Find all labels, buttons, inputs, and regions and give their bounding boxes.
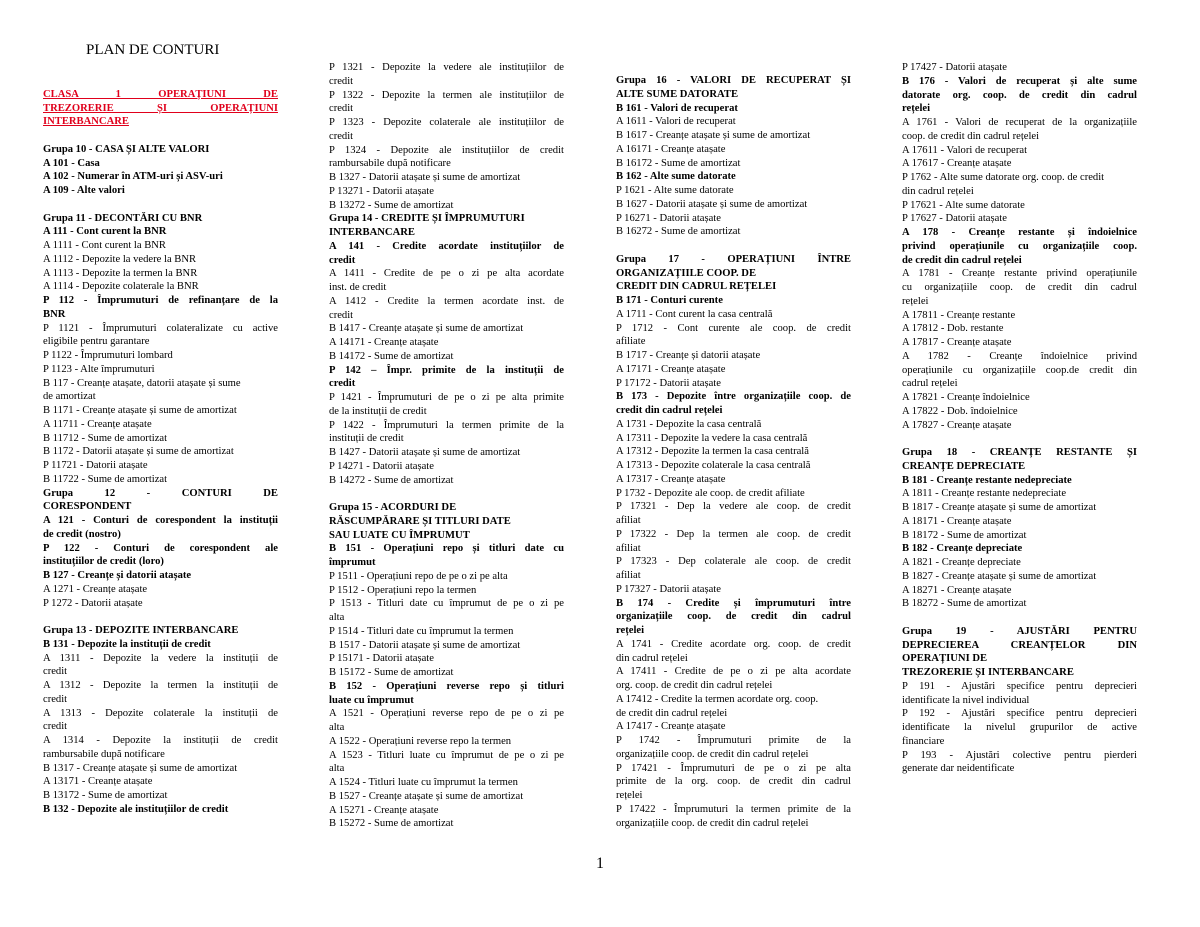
account-line: P 1513 - Titluri date cu împrumut de pe o zi pe xyxy=(329,598,564,610)
account-line: A 1711 - Cont curent la casa centrală xyxy=(616,308,773,320)
account-line: B 1327 - Datorii atașate și sume de amortizat xyxy=(329,172,521,183)
account-line: A 1314 - Depozite la instituții de credit xyxy=(43,735,278,746)
account-heading: B 127 - Creanțe și datorii atașate xyxy=(43,570,192,581)
account-line: alta xyxy=(329,763,345,775)
account-line: B 1617 - Creanțe atașate și sume de amortizat xyxy=(616,130,811,141)
account-heading: credit xyxy=(329,378,356,390)
spacer xyxy=(902,611,1137,625)
account-heading: B 162 - Alte sume datorate xyxy=(616,171,736,183)
account-heading: privind operațiunile cu organizațiile coop. xyxy=(902,240,1137,252)
account-line: P 1621 - Alte sume datorate xyxy=(616,185,734,196)
account-line: A 17313 - Depozite colaterale la casa centrală xyxy=(616,460,811,471)
account-heading: A 141 - Credite acordate instituțiilor de xyxy=(329,240,564,252)
account-line: de la instituții de credit xyxy=(329,405,427,417)
account-heading: INTERBANCARE xyxy=(329,227,415,238)
account-line: A 17171 - Creanțe atașate xyxy=(616,363,726,375)
account-line: B 1317 - Creanțe atașate și sume de amortizat xyxy=(43,762,238,774)
account-line: P 1323 - Depozite colaterale ale instituțiilor de xyxy=(329,117,564,128)
account-line: A 17817 - Creanțe atașate xyxy=(902,337,1012,348)
account-heading: DEPRECIEREA CREANȚELOR DIN xyxy=(902,639,1137,651)
account-line: P 17427 - Datorii atașate xyxy=(902,62,1007,73)
account-line: P 17172 - Datorii atașate xyxy=(616,377,721,389)
account-line: P 17627 - Datorii atașate xyxy=(902,213,1007,225)
account-line: A 1113 - Depozite la termen la BNR xyxy=(43,267,198,279)
account-line: A 1521 - Operațiuni reverse repo de pe o zi pe xyxy=(329,708,564,720)
account-line: A 1522 - Operațiuni reverse repo la termen xyxy=(329,735,512,747)
page-number: 1 xyxy=(596,855,604,872)
account-line: afiliat xyxy=(616,542,641,554)
account-line: P 16271 - Datorii atașate xyxy=(616,212,721,224)
account-line: A 1821 - Creanțe depreciate xyxy=(902,557,1021,568)
account-heading: B 182 - Creanțe depreciate xyxy=(902,543,1023,555)
account-heading: OPERAȚIUNI DE xyxy=(902,653,988,665)
account-line: credit xyxy=(43,721,68,733)
account-heading: CREDIT DIN CADRUL REȚELEI xyxy=(616,281,777,293)
account-line: P 1324 - Depozite ale instituțiilor de credit xyxy=(329,144,564,156)
account-line: P 1514 - Titluri date cu împrumut la termen xyxy=(329,625,514,637)
account-line: A 1761 - Valori de recuperat de la organizațiile xyxy=(902,117,1137,128)
account-line: rambursabile după notificare xyxy=(329,158,451,170)
account-line: B 14272 - Sume de amortizat xyxy=(329,474,454,486)
spacer xyxy=(902,432,1137,446)
account-heading: P 112 - Împrumuturi de refinanțare de la xyxy=(43,295,278,306)
account-heading: B 171 - Conturi curente xyxy=(616,295,723,306)
account-line: din cadrul rețelei xyxy=(616,652,688,664)
account-heading: P 122 - Conturi de corespondent ale xyxy=(43,542,278,554)
account-line: P 17621 - Alte sume datorate xyxy=(902,199,1025,211)
account-heading: B 151 - Operațiuni repo și titluri date cu xyxy=(329,543,564,555)
account-heading: rețelei xyxy=(902,103,931,115)
spacer xyxy=(43,129,278,143)
account-line: alta xyxy=(329,612,345,623)
account-line: A 1741 - Credite acordate org. coop. de credit xyxy=(616,638,851,650)
account-heading: A 102 - Numerar în ATM-uri și ASV-uri xyxy=(43,171,223,183)
account-line: operațiunile cu organizațiile coop.de credit din xyxy=(902,364,1137,376)
account-line: P 1322 - Depozite la termen ale instituțiilor de xyxy=(329,89,564,101)
account-line: de amortizat xyxy=(43,391,96,403)
account-line: B 18272 - Sume de amortizat xyxy=(902,598,1027,610)
account-line: CLASA 1 OPERAȚIUNI DE xyxy=(43,88,278,100)
spacer xyxy=(43,610,278,624)
account-line: coop. de credit din cadrul rețelei xyxy=(902,130,1040,142)
account-line: B 15272 - Sume de amortizat xyxy=(329,818,454,830)
account-line: P 17322 - Dep la termen ale coop. de credit xyxy=(616,528,851,540)
account-line: A 1312 - Depozite la termen la instituții de xyxy=(43,680,278,691)
column-2 xyxy=(329,61,564,831)
column-4 xyxy=(902,61,1137,776)
account-heading: B 132 - Depozite ale instituțiilor de credit xyxy=(43,803,229,815)
account-line: P 1321 - Depozite la vedere ale instituțiilor de xyxy=(329,62,564,73)
account-line: P 17321 - Dep la vedere ale coop. de credit xyxy=(616,501,851,513)
account-line: A 17617 - Creanțe atașate xyxy=(902,158,1012,170)
account-heading: credit din cadrul rețelei xyxy=(616,405,723,416)
account-line: generate dar neidentificate xyxy=(902,763,1015,775)
account-heading: P 142 – Împr. primite de la instituții de xyxy=(329,364,564,376)
account-line: A 1111 - Cont curent la BNR xyxy=(43,240,166,251)
account-line: cu organizațiile coop. de credit din cadrul xyxy=(902,282,1137,293)
account-heading: rețelei xyxy=(616,625,645,636)
account-line: P 1272 - Datorii atașate xyxy=(43,597,143,609)
account-line: A 1611 - Valori de recuperat xyxy=(616,116,736,128)
account-heading: Grupa 15 - ACORDURI DE xyxy=(329,502,457,513)
account-heading: A 101 - Casa xyxy=(43,157,100,169)
account-line: B 11722 - Sume de amortizat xyxy=(43,473,168,485)
spacer xyxy=(43,198,278,212)
account-line: instituții de credit xyxy=(329,433,404,445)
account-line: A 1112 - Depozite la vedere la BNR xyxy=(43,253,197,265)
account-line: credit xyxy=(43,693,68,705)
account-line: A 1114 - Depozite colaterale la BNR xyxy=(43,281,199,293)
column-1 xyxy=(43,44,278,817)
account-line: A 1411 - Credite de pe o zi pe alta acordate xyxy=(329,268,564,280)
account-heading: Grupa 18 - CREANȚE RESTANTE ȘI xyxy=(902,447,1137,458)
account-heading: B 181 - Creanțe restante nedepreciate xyxy=(902,474,1072,486)
account-line: afiliat xyxy=(616,515,641,526)
account-line: B 14172 - Sume de amortizat xyxy=(329,350,454,362)
account-line: B 13172 - Sume de amortizat xyxy=(43,790,168,801)
account-line: P 17323 - Dep colaterale ale coop. de credit xyxy=(616,556,851,568)
page-title: PLAN DE CONTURI xyxy=(86,42,220,58)
account-line: A 13171 - Creanțe atașate xyxy=(43,776,153,788)
account-line: A 17411 - Credite de pe o zi pe alta acordate xyxy=(616,666,851,678)
account-heading: CREANȚE DEPRECIATE xyxy=(902,460,1026,472)
account-heading: B 174 - Credite și împrumuturi între xyxy=(616,597,851,609)
account-line: P 1123 - Alte împrumuturi xyxy=(43,363,155,375)
account-line: A 17611 - Valori de recuperat xyxy=(902,144,1028,156)
account-line: A 17312 - Depozite la termen la casa centrală xyxy=(616,446,809,458)
account-line: P 15171 - Datorii atașate xyxy=(329,653,434,665)
account-line: P 192 - Ajustări specifice pentru deprecieri xyxy=(902,708,1137,720)
account-line: credit xyxy=(329,75,354,87)
account-line: din cadrul rețelei xyxy=(902,185,974,197)
account-line: P 13271 - Datorii atașate xyxy=(329,185,434,197)
account-line: A 1313 - Depozite colaterale la instituții de xyxy=(43,707,278,719)
account-heading: TREZORERIE ȘI INTERBANCARE xyxy=(902,667,1074,678)
account-line: A 15271 - Creanțe atașate xyxy=(329,804,439,816)
account-line: P 1512 - Operațiuni repo la termen xyxy=(329,584,477,596)
account-heading: Grupa 12 - CONTURI DE xyxy=(43,487,278,499)
account-heading: Grupa 13 - DEPOZITE INTERBANCARE xyxy=(43,625,239,636)
account-line: B 15172 - Sume de amortizat xyxy=(329,667,454,678)
account-heading: de credit (nostro) xyxy=(43,528,121,540)
account-line: credit xyxy=(329,130,354,142)
account-line: identificate la nivelul grupurilor de active xyxy=(902,722,1137,733)
account-line: B 1171 - Creanțe atașate și sume de amortizat xyxy=(43,405,237,416)
account-line: organizațiile coop. de credit din cadrul rețelei xyxy=(616,748,809,760)
account-line: B 18172 - Sume de amortizat xyxy=(902,529,1027,541)
account-line: primite de la org. coop. de credit din cadrul xyxy=(616,776,851,788)
account-line: afiliat xyxy=(616,570,641,581)
account-line: P 14271 - Datorii atașate xyxy=(329,460,434,472)
account-line: afiliate xyxy=(616,336,646,348)
account-heading: datorate org. coop. de credit din cadrul xyxy=(902,89,1137,101)
account-line: A 1524 - Titluri luate cu împrumut la termen xyxy=(329,777,518,788)
account-line: A 1412 - Credite la termen acordate inst. de xyxy=(329,295,564,307)
account-line: B 1817 - Creanțe atașate și sume de amortizat xyxy=(902,502,1097,513)
account-heading: BNR xyxy=(43,308,66,320)
account-heading: organizațiile coop. de credit din cadrul xyxy=(616,611,851,623)
account-line: B 16172 - Sume de amortizat xyxy=(616,157,741,169)
account-line: B 11712 - Sume de amortizat xyxy=(43,432,168,444)
account-line: credit xyxy=(43,666,68,678)
spacer xyxy=(329,487,564,501)
account-line: TREZORERIE ȘI OPERAȚIUNI xyxy=(43,102,278,114)
account-heading: A 121 - Conturi de corespondent la instituții xyxy=(43,515,278,526)
account-heading: A 109 - Alte valori xyxy=(43,185,125,196)
account-line: B 1517 - Datorii atașate și sume de amortizat xyxy=(329,639,521,651)
account-line: A 1271 - Creanțe atașate xyxy=(43,583,148,595)
account-line: A 17821 - Creanțe îndoielnice xyxy=(902,392,1030,403)
account-line: A 18271 - Creanțe atașate xyxy=(902,584,1012,596)
account-line: B 1627 - Datorii atașate și sume de amortizat xyxy=(616,198,808,210)
account-heading: de credit din cadrul rețelei xyxy=(902,254,1022,266)
account-heading: B 131 - Depozite la instituții de credit xyxy=(43,638,211,650)
account-line: P 17422 - Împrumuturi la termen primite de la xyxy=(616,803,851,815)
account-line: A 1782 - Creanțe îndoielnice privind xyxy=(902,350,1137,362)
account-line: A 14171 - Creanțe atașate xyxy=(329,337,439,348)
account-line: P 1422 - Împrumuturi la termen primite de la xyxy=(329,419,564,431)
account-line: P 191 - Ajustări specifice pentru deprecieri xyxy=(902,680,1137,692)
account-line: B 1417 - Creanțe atașate și sume de amortizat xyxy=(329,323,524,335)
account-heading: B 152 - Operațiuni reverse repo și titluri xyxy=(329,680,564,692)
account-heading: Grupa 14 - CREDITE ȘI ÎMPRUMUTURI xyxy=(329,213,525,225)
account-heading: instituțiilor de credit (loro) xyxy=(43,556,164,568)
account-heading: credit xyxy=(329,254,356,266)
account-line: credit xyxy=(329,309,354,321)
account-heading: A 178 - Creanțe restante și îndoielnice xyxy=(902,227,1137,238)
account-line: P 1121 - Împrumuturi colateralizate cu active xyxy=(43,322,278,334)
account-line: cadrul rețelei xyxy=(902,378,958,390)
account-line: B 117 - Creanțe atașate, datorii atașate și sume xyxy=(43,377,241,389)
account-heading: A 111 - Cont curent la BNR xyxy=(43,226,167,238)
account-line: A 1811 - Creanțe restante nedepreciate xyxy=(902,488,1067,500)
account-heading: RĂSCUMPĂRARE ȘI TITLURI DATE xyxy=(329,515,511,527)
account-line: inst. de credit xyxy=(329,282,387,293)
account-heading: ORGANIZAȚIILE COOP. DE xyxy=(616,267,757,279)
account-heading: Grupa 16 - VALORI DE RECUPERAT ȘI xyxy=(616,75,851,86)
account-line: B 1827 - Creanțe atașate și sume de amortizat xyxy=(902,570,1097,582)
account-heading: B 176 - Valori de recuperat și alte sume xyxy=(902,75,1137,87)
account-line: A 1781 - Creanțe restante privind operațiunile xyxy=(902,268,1137,280)
account-line: A 17811 - Creanțe restante xyxy=(902,309,1016,321)
account-heading: Grupa 10 - CASA ȘI ALTE VALORI xyxy=(43,143,210,155)
account-line: organizațiile coop. de credit din cadrul rețelei xyxy=(616,817,809,829)
account-line: P 1732 - Depozite ale coop. de credit afiliate xyxy=(616,487,805,499)
account-line: A 17412 - Credite la termen acordate org. coop. xyxy=(616,693,819,705)
account-line: eligibile pentru garantare xyxy=(43,336,150,348)
account-line: P 1712 - Cont curente ale coop. de credit xyxy=(616,322,851,334)
account-line: P 11721 - Datorii atașate xyxy=(43,460,148,471)
account-line: A 16171 - Creanțe atașate xyxy=(616,143,726,155)
account-heading: Grupa 11 - DECONTĂRI CU BNR xyxy=(43,212,203,224)
account-line: A 17827 - Creanțe atașate xyxy=(902,419,1012,431)
account-line: A 17417 - Creanțe atașate xyxy=(616,721,726,733)
account-line: B 1427 - Datorii atașate și sume de amortizat xyxy=(329,447,521,458)
account-heading: SAU LUATE CU ÎMPRUMUT xyxy=(329,529,470,541)
account-line: rambursabile după notificare xyxy=(43,748,165,760)
account-heading: împrumut xyxy=(329,557,376,568)
account-line: A 1311 - Depozite la vedere la instituții de xyxy=(43,652,278,664)
spacer xyxy=(616,239,851,253)
account-line: A 11711 - Creanțe atașate xyxy=(43,418,152,430)
account-line: B 1172 - Datorii atașate și sume de amortizat xyxy=(43,446,234,458)
account-line: alta xyxy=(329,722,345,733)
account-heading: ALTE SUME DATORATE xyxy=(616,88,739,100)
account-line: P 17421 - Împrumuturi de pe o zi pe alta xyxy=(616,762,851,774)
account-line: B 1527 - Creanțe atașate și sume de amortizat xyxy=(329,790,524,802)
account-line: B 16272 - Sume de amortizat xyxy=(616,226,741,238)
account-line: org. coop. de credit din cadrul rețelei xyxy=(616,680,773,691)
account-line: P 1421 - Împrumuturi de pe o zi pe alta primite xyxy=(329,392,564,403)
account-line: A 1731 - Depozite la casa centrală xyxy=(616,418,762,430)
account-line: INTERBANCARE xyxy=(43,116,129,128)
account-line: B 13272 - Sume de amortizat xyxy=(329,199,454,211)
account-line: A 17822 - Dob. îndoielnice xyxy=(902,405,1018,417)
account-line: P 1122 - Împrumuturi lombard xyxy=(43,350,173,361)
account-line: rețelei xyxy=(616,790,643,801)
account-line: P 193 - Ajustări colective pentru pierderi xyxy=(902,749,1137,761)
account-line: P 17327 - Datorii atașate xyxy=(616,583,721,595)
account-heading: Grupa 17 - OPERAȚIUNI ÎNTRE xyxy=(616,253,851,265)
column-3 xyxy=(616,74,851,830)
account-heading: CORESPONDENT xyxy=(43,501,132,513)
account-line: credit xyxy=(329,103,354,115)
account-line: A 18171 - Creanțe atașate xyxy=(902,515,1012,527)
account-line: A 17311 - Depozite la vedere la casa centrală xyxy=(616,432,808,444)
account-heading: B 173 - Depozite între organizațiile coop. de xyxy=(616,391,851,403)
account-line: A 17317 - Creanțe atașate xyxy=(616,473,726,485)
account-line: A 17812 - Dob. restante xyxy=(902,323,1004,335)
account-line: A 1523 - Titluri luate cu împrumut de pe o zi pe xyxy=(329,749,564,761)
account-line: rețelei xyxy=(902,295,929,307)
account-line: P 1742 - Împrumuturi primite de la xyxy=(616,735,851,746)
account-line: de credit din cadrul rețelei xyxy=(616,707,728,719)
account-heading: Grupa 19 - AJUSTĂRI PENTRU xyxy=(902,625,1137,637)
account-line: identificate la nivel individual xyxy=(902,694,1030,706)
account-heading: B 161 - Valori de recuperat xyxy=(616,102,738,114)
account-line: P 1511 - Operațiuni repo de pe o zi pe alta xyxy=(329,570,508,582)
account-line: P 1762 - Alte sume datorate org. coop. de credit xyxy=(902,172,1105,183)
account-line: B 1717 - Creanțe și datorii atașate xyxy=(616,350,761,361)
account-heading: luate cu împrumut xyxy=(329,694,414,706)
account-line: financiare xyxy=(902,735,945,747)
